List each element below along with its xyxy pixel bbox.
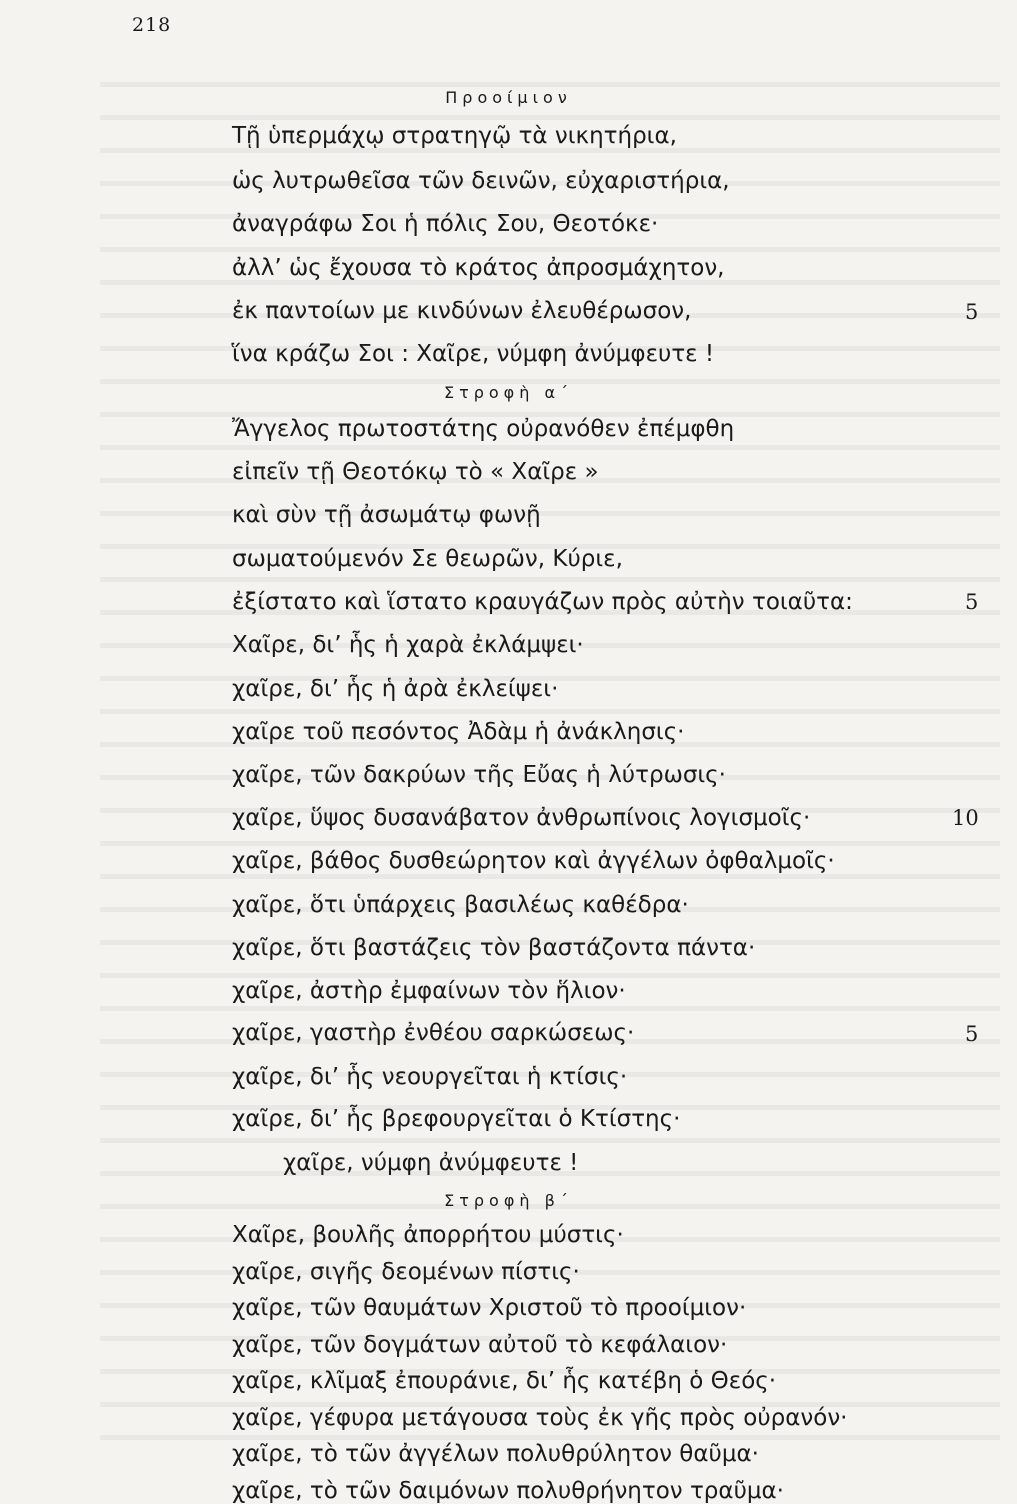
verse-line: χαῖρε, δι’ ἧς νεουργεῖται ἡ κτίσις·	[232, 1064, 628, 1090]
verse-line: χαῖρε, ἀστὴρ ἐμφαίνων τὸν ἥλιον·	[232, 978, 626, 1004]
verse-line: χαῖρε, ὅτι ὑπάρχεις βασιλέως καθέδρα·	[232, 892, 689, 918]
verse-line: χαῖρε, τῶν δογμάτων αὐτοῦ τὸ κεφάλαιον·	[232, 1331, 728, 1358]
verse-line: καὶ σὺν τῇ ἀσωμάτῳ φωνῇ	[232, 502, 541, 528]
verse-line: ἀλλ’ ὡς ἔχουσα τὸ κράτος ἀπροσμάχητον,	[232, 255, 725, 281]
refrain-line: χαῖρε, νύμφη ἀνύμφευτε !	[283, 1150, 579, 1176]
verse-line: χαῖρε, δι’ ἧς βρεφουργεῖται ὁ Κτίστης·	[232, 1106, 681, 1132]
verse-line: ἵνα κράζω Σοι : Χαῖρε, νύμφη ἀνύμφευτε !	[232, 341, 715, 367]
verse-line: Χαῖρε, βουλῆς ἀπορρήτου μύστις·	[232, 1222, 624, 1248]
strophe-a-heading: Στροφὴ α΄	[443, 383, 573, 402]
verse-line: ἐξίστατο καὶ ἵστατο κραυγάζων πρὸς αὐτὴν τοιαῦτα:	[232, 589, 853, 615]
verse-line: ἐκ παντοίων με κινδύνων ἐλευθέρωσον,	[232, 298, 692, 324]
verse-line: χαῖρε, ὅτι βαστάζεις τὸν βαστάζοντα πάντα·	[232, 935, 756, 961]
verse-line: χαῖρε, τῶν θαυμάτων Χριστοῦ τὸ προοίμιον·	[232, 1295, 747, 1321]
verse-line: χαῖρε, σιγῆς δεομένων πίστις·	[232, 1258, 580, 1285]
line-number: 5	[965, 590, 979, 614]
verse-line: Χαῖρε, δι’ ἧς ἡ χαρὰ ἐκλάμψει·	[232, 632, 584, 658]
strophe-b-heading: Στροφὴ β΄	[444, 1191, 573, 1210]
line-number: 10	[952, 806, 979, 830]
verse-line: Ἄγγελος πρωτοστάτης οὐρανόθεν ἐπέμφθη	[232, 416, 735, 442]
verse-line: ὡς λυτρωθεῖσα τῶν δεινῶν, εὐχαριστήρια,	[232, 168, 730, 194]
verse-line: ἀναγράφω Σοι ἡ πόλις Σου, Θεοτόκε·	[232, 211, 659, 237]
verse-line: χαῖρε, ὕψος δυσανάβατον ἀνθρωπίνοις λογισμοῖς·	[232, 805, 811, 831]
verse-line: Τῇ ὑπερμάχῳ στρατηγῷ τὰ νικητήρια,	[232, 123, 677, 149]
verse-line: χαῖρε τοῦ πεσόντος Ἀδὰμ ἡ ἀνάκλησις·	[232, 719, 685, 745]
line-number: 5	[965, 300, 979, 324]
verse-line: χαῖρε, κλῖμαξ ἐπουράνιε, δι’ ἧς κατέβη ὁ Θεός·	[232, 1368, 777, 1394]
verse-line: χαῖρε, δι’ ἧς ἡ ἀρὰ ἐκλείψει·	[232, 676, 559, 702]
verse-line: χαῖρε, τὸ τῶν ἀγγέλων πολυθρύλητον θαῦμα·	[232, 1441, 759, 1467]
verse-line: χαῖρε, γαστὴρ ἐνθέου σαρκώσεως·	[232, 1020, 635, 1046]
page-number: 218	[132, 14, 172, 36]
prooimion-heading: Προοίμιον	[445, 88, 572, 107]
verse-line: χαῖρε, τὸ τῶν δαιμόνων πολυθρήνητον τραῦμα·	[232, 1477, 784, 1504]
verse-line: χαῖρε, γέφυρα μετάγουσα τοὺς ἐκ γῆς πρὸς οὐρανόν·	[232, 1404, 848, 1431]
verse-line: σωματούμενόν Σε θεωρῶν, Κύριε,	[232, 546, 623, 572]
line-number: 5	[965, 1022, 979, 1046]
verse-line: χαῖρε, τῶν δακρύων τῆς Εὔας ἡ λύτρωσις·	[232, 762, 726, 788]
verse-line: χαῖρε, βάθος δυσθεώρητον καὶ ἀγγέλων ὀφθαλμοῖς·	[232, 848, 835, 874]
verse-line: εἰπεῖν τῇ Θεοτόκῳ τὸ « Χαῖρε »	[232, 459, 599, 485]
